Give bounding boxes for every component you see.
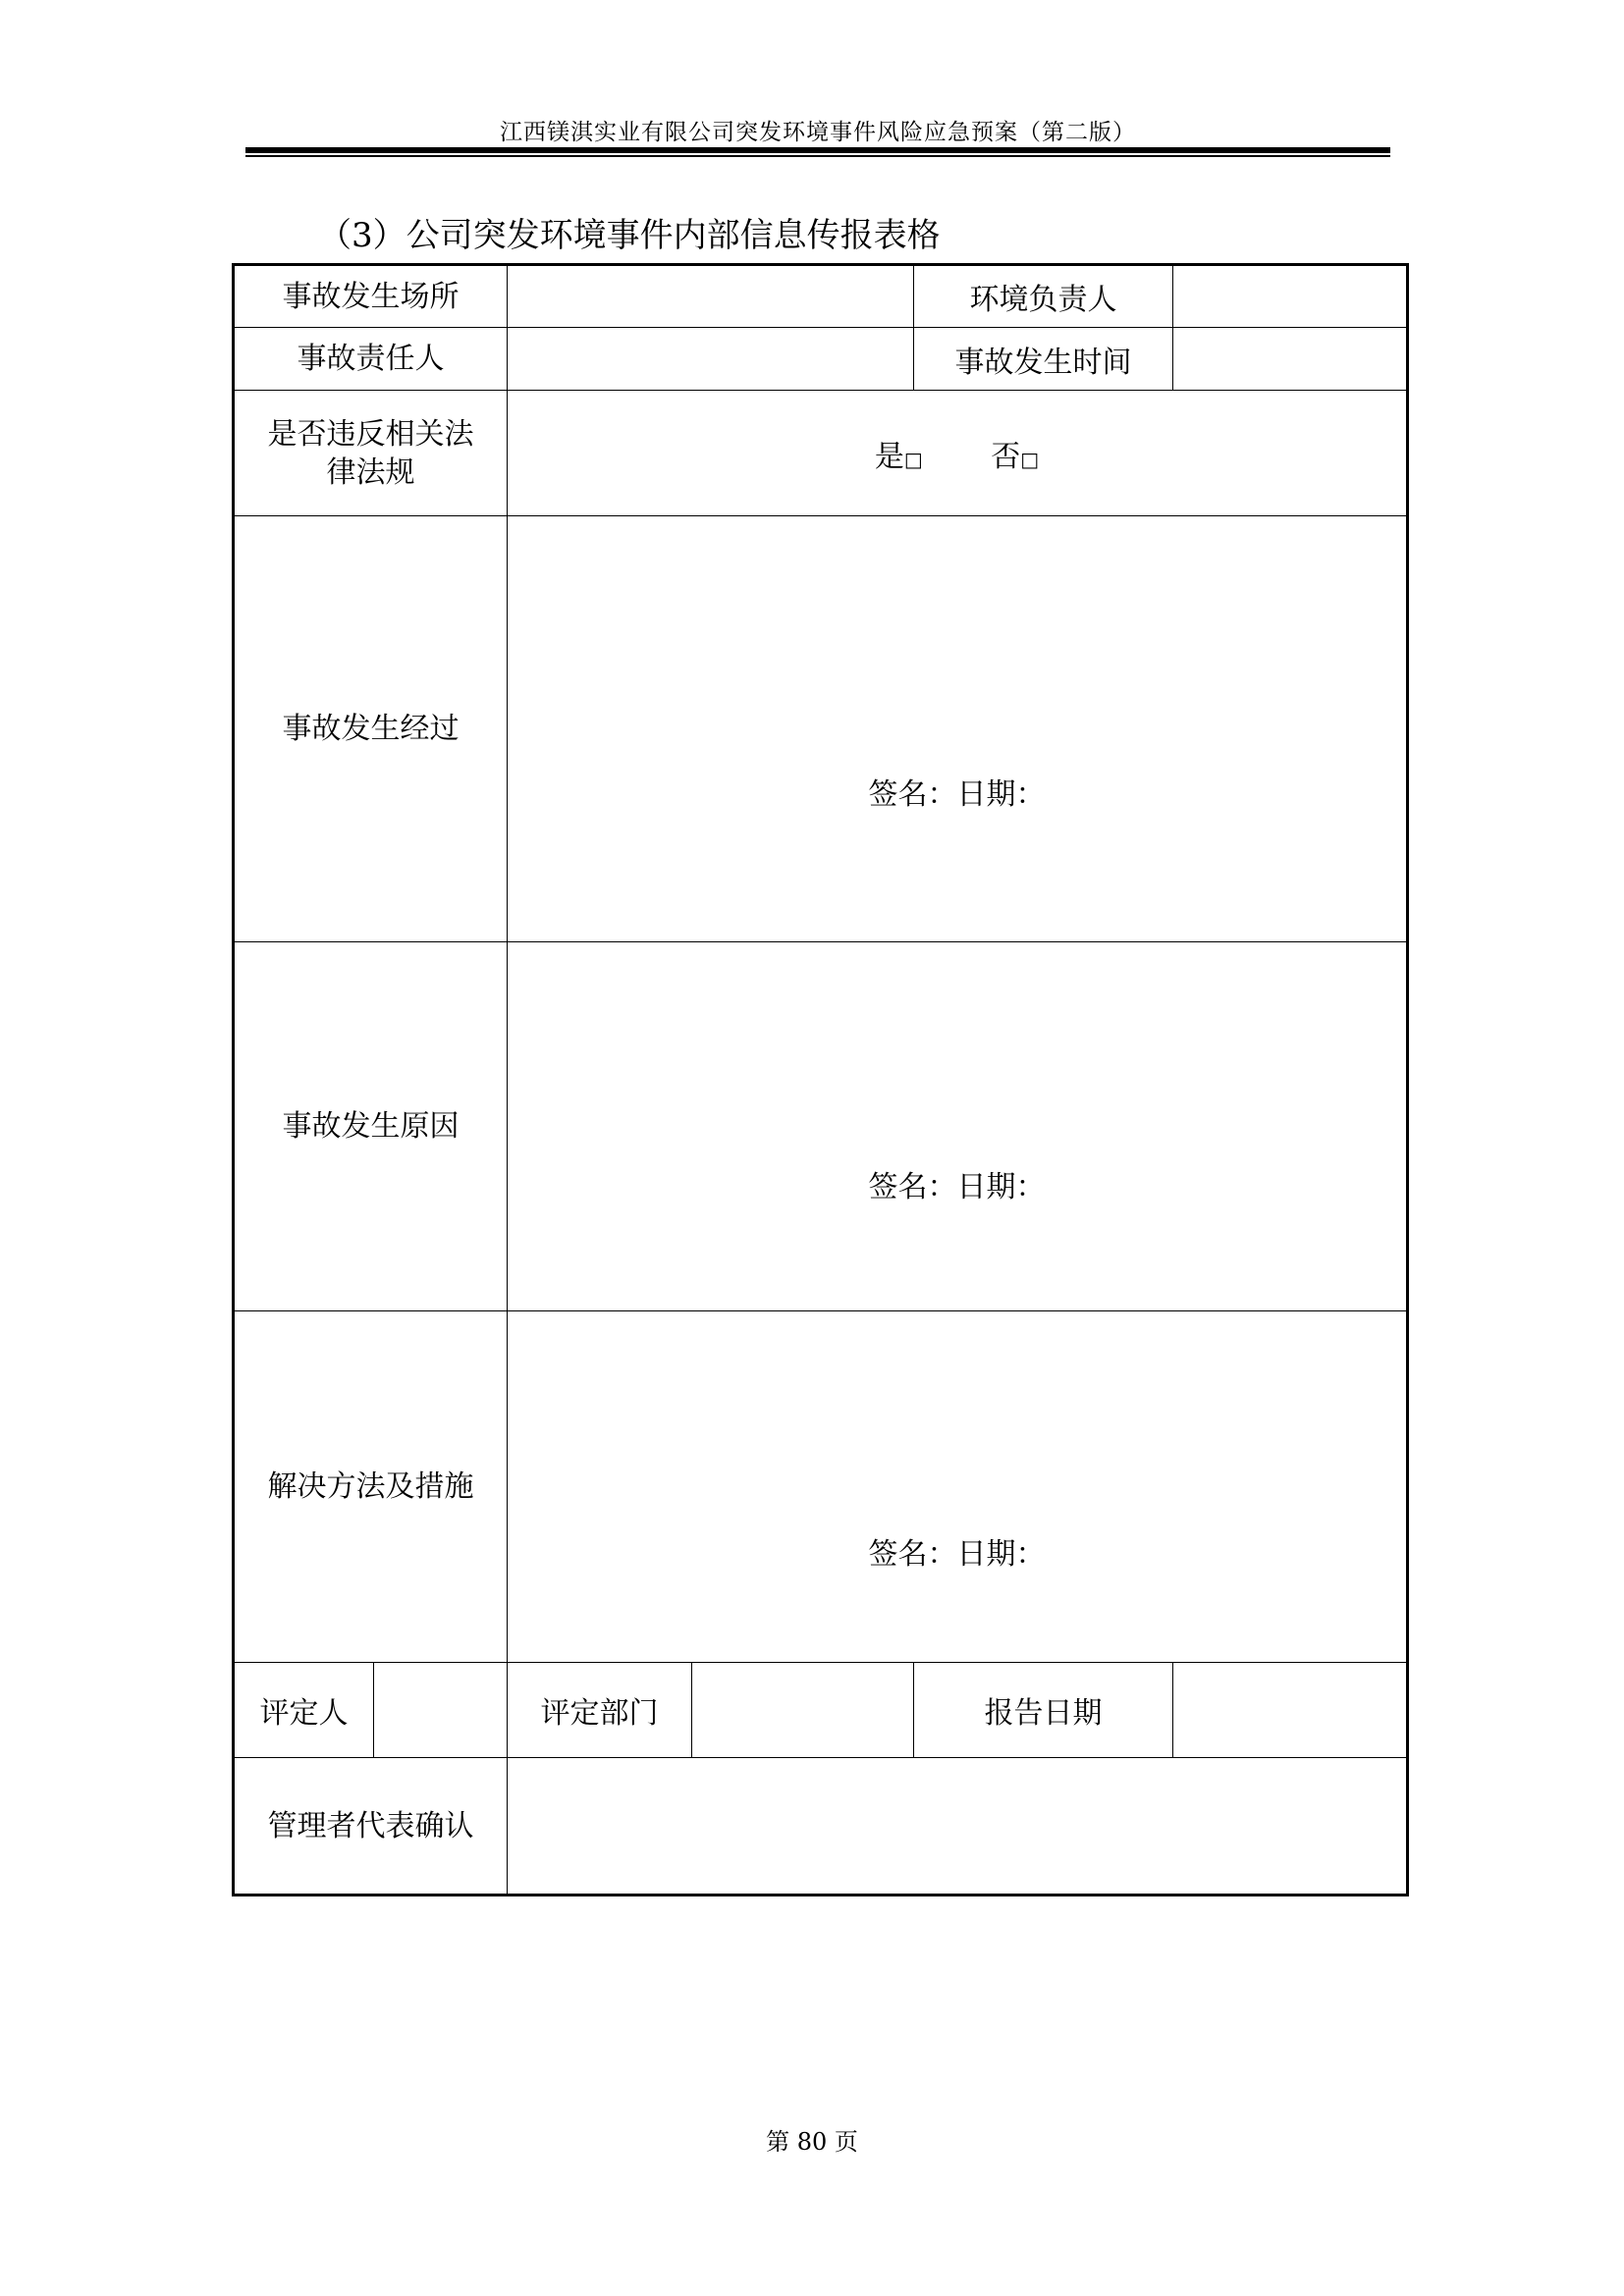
page-number: 第 80 页 <box>766 2128 858 2156</box>
form-row-violation <box>234 391 1408 516</box>
env-responsible-label: 环境负责人 <box>914 265 1173 328</box>
accident-responsible-field[interactable] <box>508 328 914 391</box>
yes-label: 是 <box>874 439 904 474</box>
yes-checkbox[interactable]: □ <box>903 447 923 471</box>
evaluator-field[interactable] <box>374 1663 508 1758</box>
solution-sign-date: 签名：日期： <box>868 1537 1046 1572</box>
cause-field[interactable] <box>508 942 1408 1311</box>
cause-label: 事故发生原因 <box>234 942 508 1311</box>
header-rule-thin <box>245 155 1390 157</box>
report-date-label: 报告日期 <box>914 1663 1173 1758</box>
solution-field[interactable] <box>508 1311 1408 1663</box>
form-row-evaluation <box>234 1663 1408 1758</box>
form-row-solution <box>234 1311 1408 1663</box>
accident-location-field[interactable] <box>508 265 914 328</box>
eval-dept-label: 评定部门 <box>508 1663 692 1758</box>
process-field[interactable] <box>508 516 1408 942</box>
accident-responsible-label: 事故责任人 <box>234 328 508 391</box>
document-header-title: 江西镁淇实业有限公司突发环境事件风险应急预案（第二版） <box>500 120 1136 145</box>
no-label: 否 <box>991 439 1021 474</box>
process-label: 事故发生经过 <box>234 516 508 942</box>
form-row-location <box>234 265 1408 328</box>
process-sign-date: 签名：日期： <box>868 777 1046 812</box>
form-row-mgmt <box>234 1758 1408 1896</box>
accident-location-label: 事故发生场所 <box>234 265 508 328</box>
violation-label-line1: 是否违反相关法 <box>267 416 474 452</box>
section-heading: （3）公司突发环境事件内部信息传报表格 <box>318 216 941 255</box>
violation-label-line2: 律法规 <box>326 454 415 490</box>
accident-time-label: 事故发生时间 <box>914 328 1173 391</box>
incident-report-form <box>232 263 1409 1896</box>
accident-time-field[interactable] <box>1173 328 1408 391</box>
cause-sign-date: 签名：日期： <box>868 1170 1046 1204</box>
header-rule <box>245 147 1390 153</box>
evaluator-label: 评定人 <box>234 1663 374 1758</box>
mgmt-confirm-field[interactable] <box>508 1758 1408 1896</box>
eval-dept-field[interactable] <box>692 1663 914 1758</box>
yes-option[interactable] <box>875 432 923 475</box>
no-checkbox[interactable]: □ <box>1020 447 1040 471</box>
form-row-cause <box>234 942 1408 1311</box>
solution-label: 解决方法及措施 <box>234 1311 508 1663</box>
violation-choice <box>508 391 1408 516</box>
form-row-process <box>234 516 1408 942</box>
mgmt-confirm-label: 管理者代表确认 <box>234 1758 508 1896</box>
no-option[interactable] <box>991 432 1039 475</box>
violation-label <box>234 391 508 516</box>
form-row-responsible <box>234 328 1408 391</box>
report-date-field[interactable] <box>1173 1663 1408 1758</box>
env-responsible-field[interactable] <box>1173 265 1408 328</box>
